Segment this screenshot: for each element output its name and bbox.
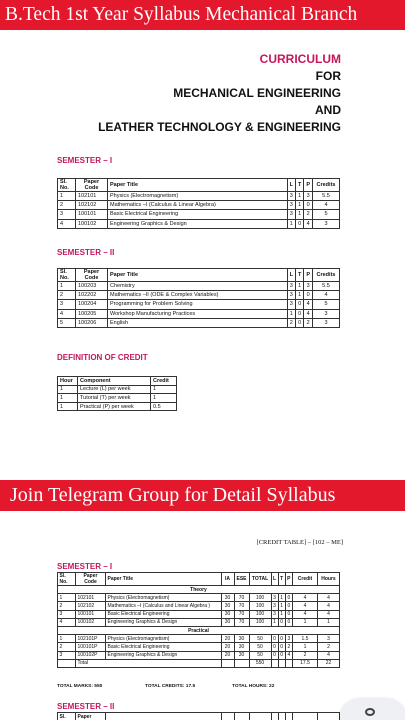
l-cell: 3 — [287, 210, 295, 219]
code-cell: 100102 — [76, 618, 106, 626]
t-cell: 0 — [295, 300, 303, 309]
table-header-row — [58, 713, 340, 720]
code-header: Paper Code — [76, 269, 108, 282]
ese-cell: 70 — [234, 602, 249, 610]
p-cell: 4 — [304, 219, 313, 228]
l-header: L — [287, 179, 295, 192]
sl-cell: 2 — [58, 201, 76, 210]
credits-cell: 5 — [313, 210, 340, 219]
semester-2-table — [57, 268, 340, 328]
ia-cell: 30 — [221, 618, 234, 626]
table-header-row — [58, 377, 177, 386]
sl-cell: 1 — [58, 192, 76, 201]
ese-cell: 30 — [234, 651, 249, 659]
total-marks-cell: 550 — [249, 659, 271, 667]
sl-cell: 4 — [58, 618, 76, 626]
p-cell: 0 — [285, 610, 292, 618]
syllabus-page-2 — [0, 511, 405, 720]
t-cell: 1 — [278, 602, 285, 610]
credit-cell: 4 — [293, 610, 318, 618]
hours-cell: 4 — [318, 651, 340, 659]
total-credit-cell: 17.5 — [293, 659, 318, 667]
sl-cell: 1 — [58, 635, 76, 643]
curriculum-heading — [98, 51, 341, 136]
t-header: T — [278, 573, 285, 586]
title-cell: Programming for Problem Solving — [108, 300, 288, 309]
l-cell: 1 — [271, 618, 278, 626]
p-cell: 2 — [304, 318, 313, 327]
total-cell: 100 — [249, 594, 271, 602]
l-cell: 0 — [271, 643, 278, 651]
p-cell: 0 — [304, 201, 313, 210]
credit-header: Credit — [293, 573, 318, 586]
ia-cell: 30 — [221, 610, 234, 618]
l-cell: 1 — [287, 219, 295, 228]
total-hours: TOTAL HOURS: 22 — [232, 684, 275, 689]
total-cell: 50 — [249, 635, 271, 643]
t-cell: 0 — [278, 635, 285, 643]
title-cell: Basic Electrical Engineering — [106, 610, 222, 618]
l-cell: 3 — [271, 610, 278, 618]
title-cell: Basic Electrical Engineering — [108, 210, 288, 219]
hour-header: Hour — [58, 377, 78, 386]
code-cell: 100205 — [76, 309, 108, 318]
l-cell: 3 — [271, 594, 278, 602]
title-cell: Mathematics –II (ODE & Complex Variables) — [108, 291, 288, 300]
hours-cell: 1 — [318, 618, 340, 626]
p-cell: 3 — [285, 635, 292, 643]
sl-cell: 3 — [58, 300, 76, 309]
total-row — [58, 659, 340, 667]
t-cell: 0 — [295, 219, 303, 228]
t-cell: 1 — [295, 282, 303, 291]
total-header: TOTAL — [249, 573, 271, 586]
table-header-row — [58, 573, 340, 586]
table-row — [58, 643, 340, 651]
code-header: Paper Code — [76, 573, 106, 586]
table-row — [58, 282, 340, 291]
ese-cell: 70 — [234, 610, 249, 618]
top-banner: B.Tech 1st Year Syllabus Mechanical Branch — [0, 0, 405, 30]
code-cell: 100204 — [76, 300, 108, 309]
title-cell: Physics (Electromagnetism) — [106, 594, 222, 602]
t-cell: 0 — [278, 643, 285, 651]
code-header: Paper — [76, 713, 106, 720]
title-cell: Physics (Electromagnetism) — [106, 635, 222, 643]
credits-cell: 3 — [313, 219, 340, 228]
credit-cell: 1 — [293, 618, 318, 626]
p-header: P — [304, 269, 313, 282]
mech-eng-line: MECHANICAL ENGINEERING — [173, 86, 341, 100]
hours-cell: 3 — [318, 635, 340, 643]
sl-header: Sl. No. — [58, 179, 76, 192]
theory-row — [58, 586, 340, 594]
credit-cell: 4 — [293, 602, 318, 610]
sl-cell: 4 — [58, 219, 76, 228]
title-cell: Physics (Electromagnetism) — [108, 192, 288, 201]
credits-cell: 3 — [313, 318, 340, 327]
t-cell: 1 — [295, 201, 303, 210]
table-row — [58, 635, 340, 643]
title-cell: Workshop Manufacturing Practices — [108, 309, 288, 318]
l-cell: 3 — [287, 282, 295, 291]
hour-cell: 1 — [58, 402, 78, 411]
sl-cell: 4 — [58, 309, 76, 318]
t-cell: 1 — [295, 291, 303, 300]
l-cell: 3 — [287, 291, 295, 300]
table-row — [58, 210, 340, 219]
p-header: P — [304, 179, 313, 192]
title-header: Paper Title — [108, 179, 288, 192]
total-label: Total — [76, 659, 222, 667]
credit-cell: 4 — [293, 594, 318, 602]
chat-button[interactable] — [340, 698, 405, 720]
l-cell: 0 — [271, 635, 278, 643]
code-cell: 102101 — [76, 594, 106, 602]
code-cell: 100101 — [76, 610, 106, 618]
definition-of-credit-heading: DEFINITION OF CREDIT — [57, 353, 148, 362]
t-cell: 1 — [278, 610, 285, 618]
ia-cell: 30 — [221, 594, 234, 602]
credit-table-semester-1 — [57, 572, 340, 668]
t-cell: 1 — [278, 594, 285, 602]
p-cell: 0 — [285, 602, 292, 610]
p-cell: 2 — [304, 210, 313, 219]
sl-cell: 3 — [58, 610, 76, 618]
table-row — [58, 402, 177, 411]
sl-cell: 3 — [58, 210, 76, 219]
code-cell: 100101 — [76, 210, 108, 219]
table-row — [58, 192, 340, 201]
table-row — [58, 300, 340, 309]
ia-cell: 20 — [221, 643, 234, 651]
sl-cell: 2 — [58, 291, 76, 300]
t-cell: 1 — [295, 192, 303, 201]
hours-cell: 4 — [318, 602, 340, 610]
hour-cell: 1 — [58, 385, 78, 394]
table-row — [58, 602, 340, 610]
credits-cell: 4 — [313, 291, 340, 300]
title-cell: Engineering Graphics & Design — [108, 219, 288, 228]
l-cell: 1 — [287, 309, 295, 318]
hours-cell: 2 — [318, 643, 340, 651]
component-header: Component — [78, 377, 151, 386]
code-cell: 100102 — [76, 219, 108, 228]
semester-1-heading: SEMESTER – I — [57, 156, 113, 165]
p2-semester-1-heading: SEMESTER – I — [57, 562, 113, 571]
ia-cell: 20 — [221, 635, 234, 643]
theory-label: Theory — [58, 586, 340, 594]
code-cell: 102102 — [76, 602, 106, 610]
sl-cell: 1 — [58, 594, 76, 602]
t-cell: 0 — [278, 651, 285, 659]
t-cell: 0 — [295, 318, 303, 327]
sl-header: Sl. No. — [58, 269, 76, 282]
ese-cell: 30 — [234, 635, 249, 643]
l-cell: 3 — [287, 192, 295, 201]
table-row — [58, 219, 340, 228]
credit-header: Credit — [151, 377, 177, 386]
title-cell: English — [108, 318, 288, 327]
title-cell: Chemistry — [108, 282, 288, 291]
total-cell: 100 — [249, 610, 271, 618]
sl-cell: 3 — [58, 651, 76, 659]
credits-header: Credits — [313, 269, 340, 282]
total-cell: 100 — [249, 602, 271, 610]
curriculum-line: CURRICULUM — [259, 52, 341, 66]
code-cell: 102102 — [76, 201, 108, 210]
credits-cell: 5 — [313, 300, 340, 309]
l-header: L — [287, 269, 295, 282]
p-header: P — [285, 573, 292, 586]
p-cell: 0 — [304, 291, 313, 300]
ia-cell: 20 — [221, 651, 234, 659]
code-cell: 100206 — [76, 318, 108, 327]
leather-tech-line: LEATHER TECHNOLOGY & ENGINEERING — [98, 120, 341, 134]
title-cell: Mathematics –I (Calculus and Linear Algebra ) — [106, 602, 222, 610]
total-cell: 50 — [249, 643, 271, 651]
ese-cell: 30 — [234, 643, 249, 651]
code-cell: 102101P — [76, 635, 106, 643]
hours-cell: 4 — [318, 594, 340, 602]
credit-cell: 0.5 — [151, 402, 177, 411]
total-cell: 100 — [249, 618, 271, 626]
ese-cell: 70 — [234, 618, 249, 626]
title-cell: Engineering Graphics & Design — [106, 651, 222, 659]
code-cell: 100203 — [76, 282, 108, 291]
title-cell: Basic Electrical Engineering — [106, 643, 222, 651]
credit-cell: 1 — [293, 643, 318, 651]
total-cell: 50 — [249, 651, 271, 659]
table-row — [58, 651, 340, 659]
table-row — [58, 309, 340, 318]
total-marks: TOTAL MARKS: 550 — [57, 684, 103, 689]
component-cell: Practical (P) per week — [78, 402, 151, 411]
p-cell: 4 — [285, 651, 292, 659]
chat-icon — [365, 708, 375, 716]
t-header: T — [295, 269, 303, 282]
hours-header: Hours — [318, 573, 340, 586]
semester-1-table — [57, 178, 340, 229]
t-cell: 0 — [278, 618, 285, 626]
credits-cell: 4 — [313, 201, 340, 210]
semester-2-heading: SEMESTER – II — [57, 248, 115, 257]
sl-cell: 2 — [58, 602, 76, 610]
table-row — [58, 394, 177, 403]
t-cell: 0 — [295, 309, 303, 318]
practical-row — [58, 626, 340, 634]
table-row — [58, 618, 340, 626]
l-cell: 3 — [271, 602, 278, 610]
table-row — [58, 318, 340, 327]
title-cell: Engineering Graphics & Design — [106, 618, 222, 626]
credits-header: Credits — [313, 179, 340, 192]
l-cell: 2 — [287, 318, 295, 327]
l-cell: 3 — [287, 201, 295, 210]
telegram-banner[interactable]: Join Telegram Group for Detail Syllabus — [0, 480, 405, 511]
ese-header: ESE — [234, 573, 249, 586]
sl-cell: 2 — [58, 643, 76, 651]
credit-cell: 1.5 — [293, 635, 318, 643]
sl-cell: 1 — [58, 282, 76, 291]
p-cell: 3 — [304, 192, 313, 201]
credit-table-label: [CREDIT TABLE] – [102 – ME] — [256, 539, 343, 546]
title-header: Paper Title — [106, 573, 222, 586]
credit-definition-table — [57, 376, 177, 411]
credits-cell: 5.5 — [313, 282, 340, 291]
for-line: FOR — [315, 69, 341, 83]
l-cell: 3 — [287, 300, 295, 309]
credit-cell: 2 — [293, 651, 318, 659]
ia-cell: 30 — [221, 602, 234, 610]
p-cell: 0 — [285, 618, 292, 626]
t-header: T — [295, 179, 303, 192]
sl-cell: 5 — [58, 318, 76, 327]
p-cell: 0 — [285, 594, 292, 602]
syllabus-page-1 — [0, 30, 405, 480]
credit-table-semester-2 — [57, 712, 340, 720]
credits-cell: 5.5 — [313, 192, 340, 201]
sl-header: Sl. — [58, 713, 76, 720]
code-cell: 100102P — [76, 651, 106, 659]
table-header-row — [58, 269, 340, 282]
l-header: L — [271, 573, 278, 586]
t-cell: 1 — [295, 210, 303, 219]
component-cell: Tutorial (T) per week — [78, 394, 151, 403]
title-header: Paper Title — [108, 269, 288, 282]
p-cell: 3 — [304, 282, 313, 291]
hour-cell: 1 — [58, 394, 78, 403]
ia-header: IA — [221, 573, 234, 586]
table-header-row — [58, 179, 340, 192]
table-row — [58, 385, 177, 394]
and-line: AND — [315, 103, 341, 117]
sl-header: Sl. No. — [58, 573, 76, 586]
table-row — [58, 594, 340, 602]
p2-semester-2-heading: SEMESTER – II — [57, 702, 115, 711]
code-cell: 102101 — [76, 192, 108, 201]
l-cell: 0 — [271, 651, 278, 659]
credit-cell: 1 — [151, 394, 177, 403]
table-row — [58, 291, 340, 300]
total-credits: TOTAL CREDITS: 17.5 — [145, 684, 196, 689]
p-cell: 4 — [304, 309, 313, 318]
table-row — [58, 610, 340, 618]
code-cell: 100101P — [76, 643, 106, 651]
code-header: Paper Code — [76, 179, 108, 192]
title-cell: Mathematics –I (Calculus & Linear Algebra) — [108, 201, 288, 210]
credits-cell: 3 — [313, 309, 340, 318]
p-cell: 4 — [304, 300, 313, 309]
code-cell: 102202 — [76, 291, 108, 300]
ese-cell: 70 — [234, 594, 249, 602]
table-row — [58, 201, 340, 210]
hours-cell: 4 — [318, 610, 340, 618]
component-cell: Lecture (L) per week — [78, 385, 151, 394]
total-hours-cell: 22 — [318, 659, 340, 667]
practical-label: Practical — [58, 626, 340, 634]
p-cell: 2 — [285, 643, 292, 651]
credit-cell: 1 — [151, 385, 177, 394]
